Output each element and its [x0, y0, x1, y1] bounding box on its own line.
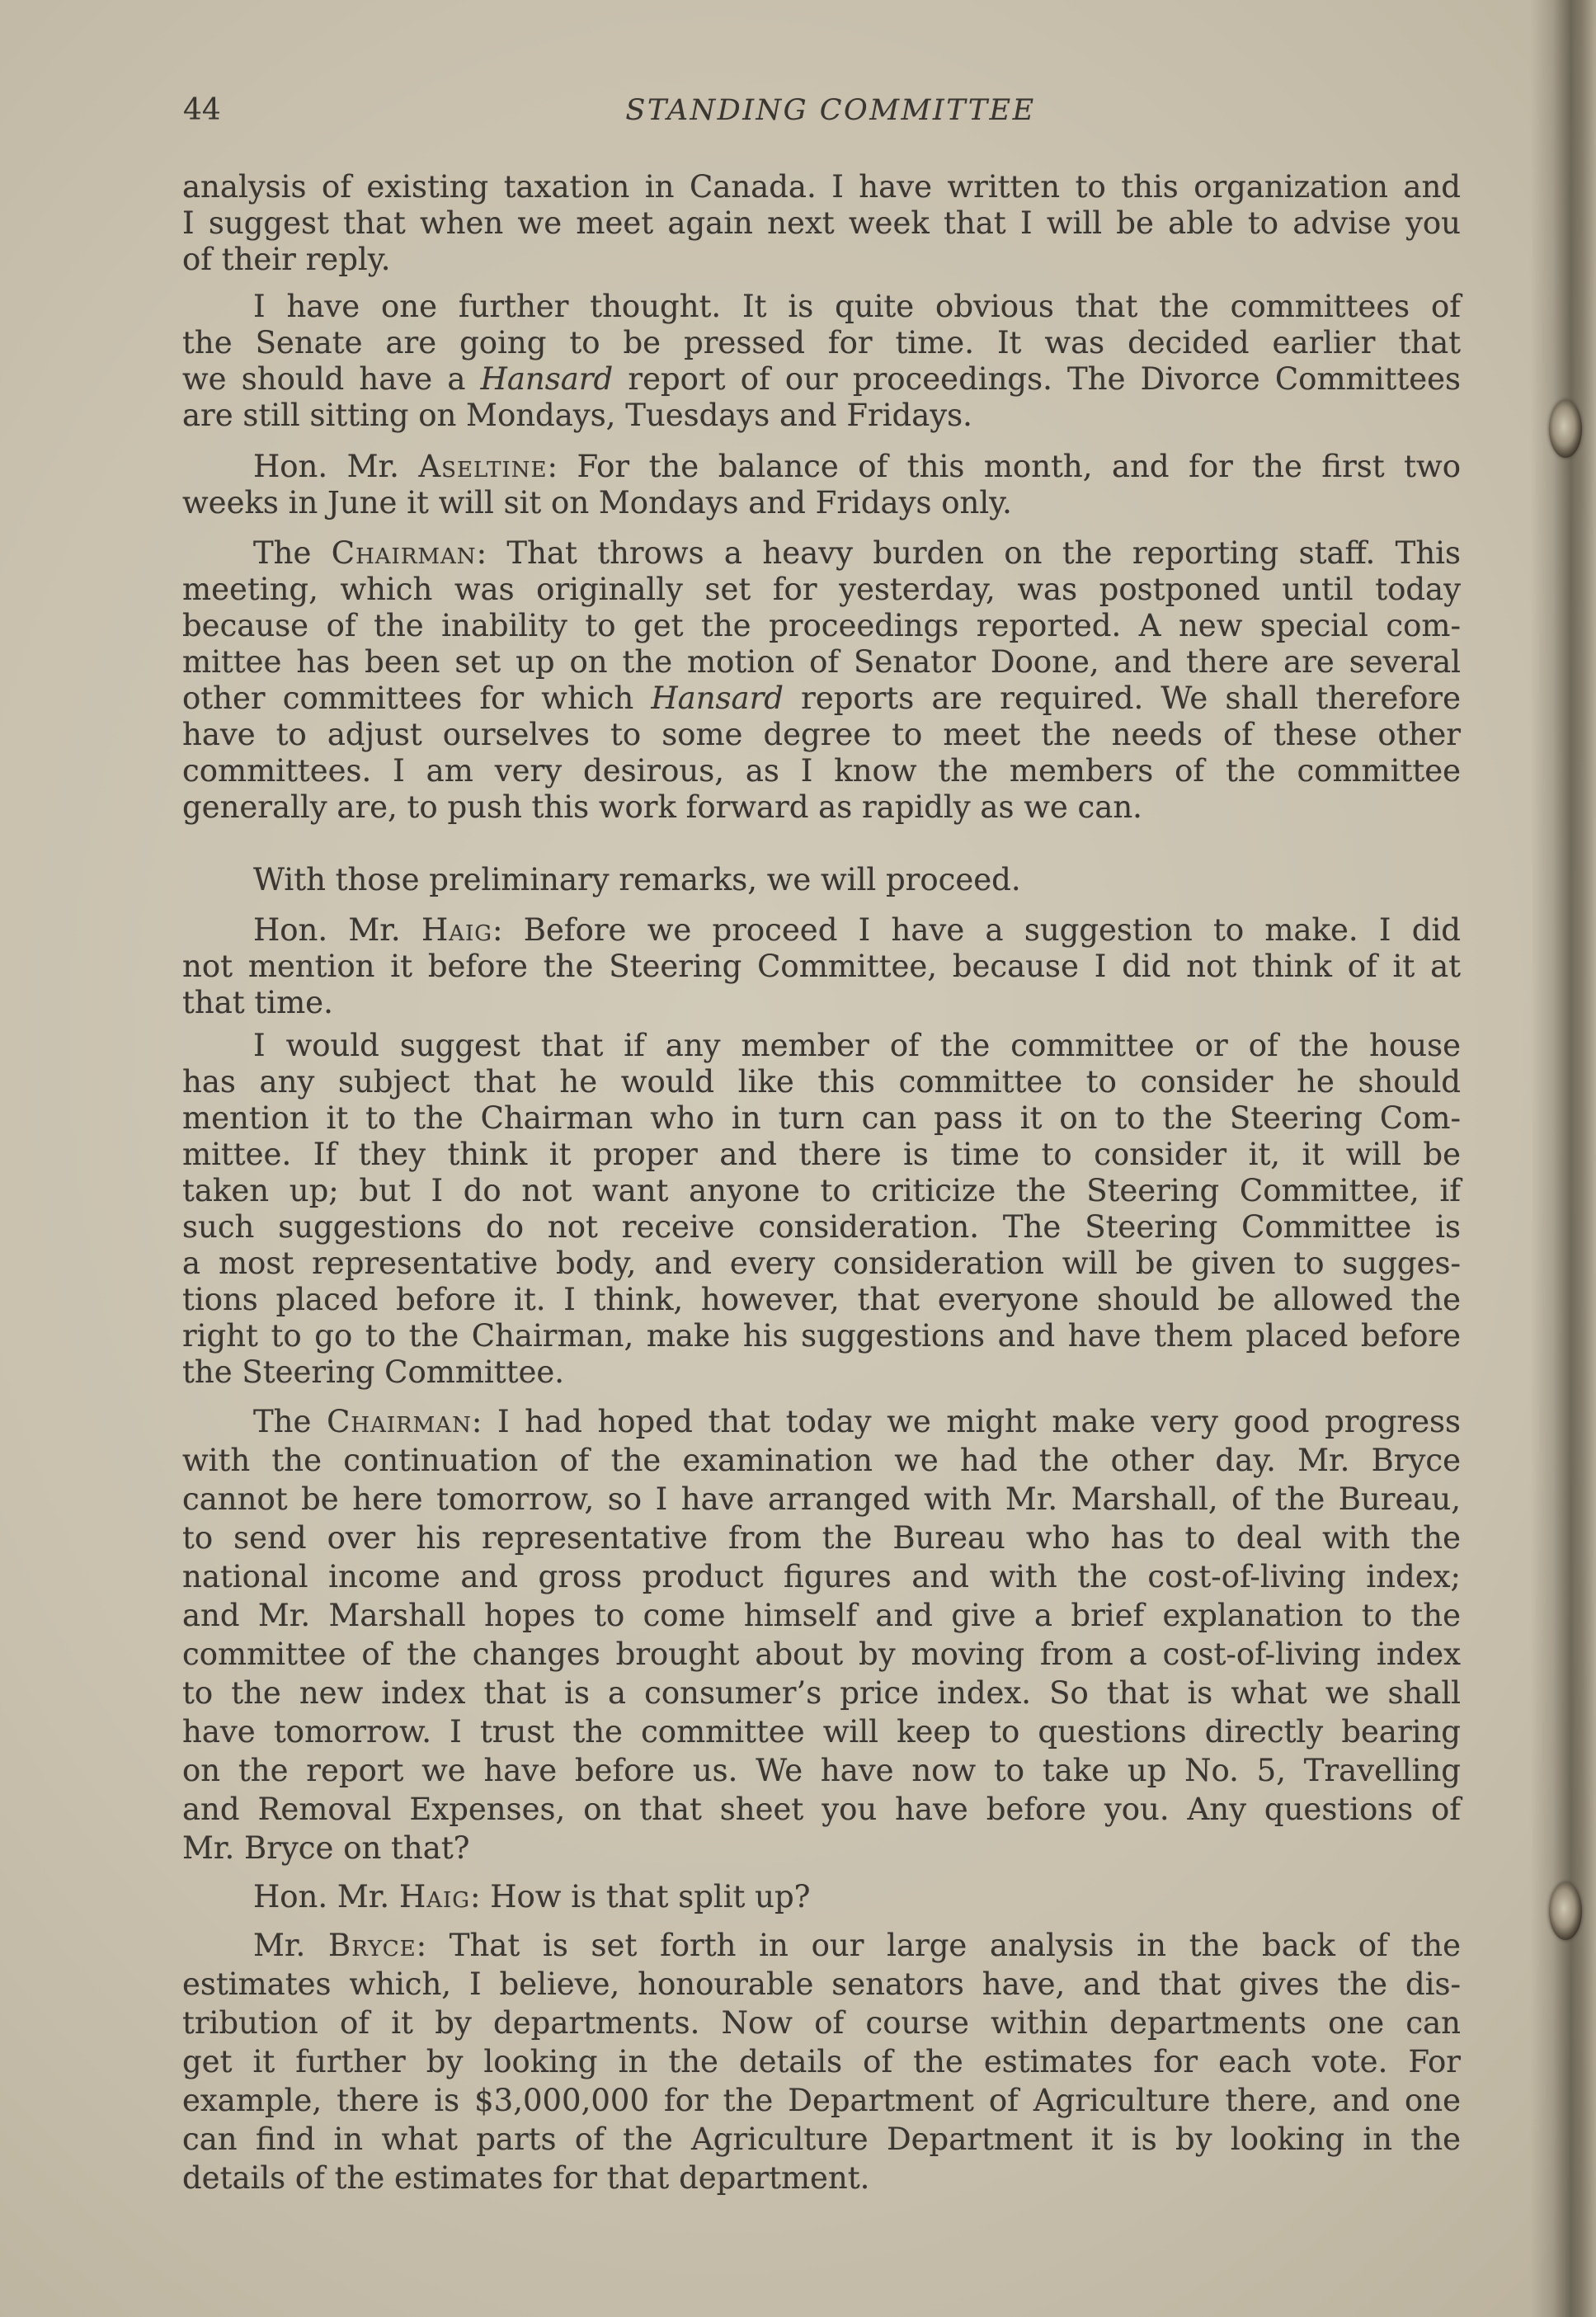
text-run: : That throws a heavy burden on the reporting staff. This — [476, 535, 1462, 571]
text-line — [182, 2004, 1461, 2042]
text-line — [182, 2081, 1461, 2120]
text-line — [182, 325, 1461, 361]
text-line — [182, 169, 1461, 205]
text-run: cannot be here tomorrow, so I have arranged with Mr. Marshall, of the Bureau, — [182, 1481, 1461, 1517]
paragraph — [182, 449, 1461, 521]
text-run: and Mr. Marshall hopes to come himself and give a brief explanation to the — [182, 1598, 1461, 1633]
text-run: mittee has been set up on the motion of Senator Doone, and there are several — [182, 644, 1461, 680]
text-run: national income and gross product figures and with the cost-of-living index; — [182, 1559, 1461, 1594]
binding-hole — [1549, 400, 1582, 458]
text-line — [182, 1877, 1461, 1916]
text-run: mittee. If they think it proper and there is time to consider it, it will be — [182, 1137, 1461, 1172]
text-run: we should have a — [182, 361, 481, 397]
paragraph — [182, 1877, 1461, 1916]
text-line — [182, 361, 1461, 398]
text-run: committee of the changes brought about by moving from a cost-of-living index — [182, 1636, 1461, 1672]
speaker-name: Bryce — [328, 1928, 417, 1963]
text-run: because of the inability to get the proceedings reported. A new special com- — [182, 608, 1461, 643]
text-run: that time. — [182, 985, 333, 1020]
text-line — [182, 644, 1461, 681]
text-line — [182, 1829, 1461, 1867]
text-run: other committees for which — [182, 681, 652, 716]
speaker-name: Haig — [398, 1879, 471, 1914]
text-line — [182, 1282, 1461, 1318]
text-line — [182, 681, 1461, 717]
text-line — [182, 862, 1461, 898]
italic-text: Hansard — [651, 681, 784, 716]
text-line — [182, 1064, 1461, 1100]
text-line — [182, 2159, 1461, 2197]
speaker-name: Aseltine — [418, 449, 548, 484]
text-line — [182, 1790, 1461, 1829]
paragraph — [182, 1926, 1461, 2197]
text-line — [182, 1028, 1461, 1064]
text-line — [182, 205, 1461, 242]
text-line — [182, 1441, 1461, 1480]
running-title: STANDING COMMITTEE — [625, 94, 1036, 127]
text-run: details of the estimates for that department. — [182, 2160, 870, 2196]
text-run: report of our proceedings. The Divorce Committees — [613, 361, 1461, 397]
text-run: generally are, to push this work forward as rapidly as we can. — [182, 789, 1142, 825]
paragraph — [182, 289, 1461, 434]
text-run: have tomorrow. I trust the committee will keep to questions directly bearing — [182, 1714, 1461, 1750]
text-line — [182, 1209, 1461, 1246]
paragraph — [182, 535, 1461, 826]
text-run: are still sitting on Mondays, Tuesdays and Fridays. — [182, 398, 972, 433]
text-run: Hon. Mr. — [253, 912, 421, 948]
text-run: taken up; but I do not want anyone to criticize the Steering Committee, if — [182, 1173, 1461, 1208]
text-run: the Steering Committee. — [182, 1354, 565, 1390]
paragraph — [182, 862, 1461, 898]
text-run: mention it to the Chairman who in turn can pass it on to the Steering Com- — [182, 1100, 1461, 1136]
text-line — [182, 485, 1461, 521]
text-run: example, there is $3,000,000 for the Department of Agriculture there, and one — [182, 2083, 1461, 2118]
text-line — [182, 1712, 1461, 1751]
text-line — [182, 949, 1461, 985]
text-run: : That is set forth in our large analysis in the back of the — [416, 1928, 1462, 1963]
text-line — [182, 1596, 1461, 1635]
text-run: The — [253, 535, 332, 571]
text-run: I would suggest that if any member of the committee or of the house — [253, 1028, 1461, 1063]
text-line — [182, 1354, 1461, 1391]
text-run: such suggestions do not receive consideration. The Steering Committee is — [182, 1209, 1461, 1245]
text-run: of their reply. — [182, 242, 391, 277]
text-line — [182, 1137, 1461, 1173]
text-line — [182, 789, 1461, 826]
text-line — [182, 1318, 1461, 1354]
text-line — [182, 912, 1461, 949]
text-line — [182, 572, 1461, 608]
body-text — [182, 169, 1461, 2197]
paragraph — [182, 912, 1461, 1021]
text-line — [182, 1674, 1461, 1712]
paragraph — [182, 1402, 1461, 1867]
text-line — [182, 1173, 1461, 1209]
text-line — [182, 242, 1461, 278]
text-line — [182, 1635, 1461, 1674]
text-run: with the continuation of the examination we had the other day. Mr. Bryce — [182, 1443, 1461, 1478]
text-run: tions placed before it. I think, however, that everyone should be allowed the — [182, 1282, 1461, 1317]
text-run: right to go to the Chairman, make his suggestions and have them placed before — [182, 1318, 1461, 1354]
text-run: I have one further thought. It is quite obvious that the committees of — [253, 289, 1461, 324]
text-line — [182, 1965, 1461, 2004]
text-line — [182, 1100, 1461, 1137]
text-run: to the new index that is a consumer’s price index. So that is what we shall — [182, 1675, 1461, 1711]
text-run: reports are required. We shall therefore — [783, 681, 1461, 716]
text-run: Hon. Mr. — [253, 449, 419, 484]
text-line — [182, 1480, 1461, 1519]
text-line — [182, 289, 1461, 325]
text-run: a most representative body, and every consideration will be given to sugges- — [182, 1246, 1461, 1281]
paragraph — [182, 169, 1461, 278]
text-run: analysis of existing taxation in Canada. I have written to this organization and — [182, 169, 1461, 205]
paragraph — [182, 1028, 1461, 1391]
text-run: estimates which, I believe, honourable senators have, and that gives the dis- — [182, 1966, 1461, 2002]
text-line — [182, 1246, 1461, 1282]
text-run: Mr. — [253, 1928, 329, 1963]
text-line — [182, 2120, 1461, 2159]
text-line — [182, 1926, 1461, 1965]
text-line — [182, 449, 1461, 485]
page-number: 44 — [183, 93, 221, 127]
text-run: has any subject that he would like this committee to consider he should — [182, 1064, 1461, 1100]
text-run: and Removal Expenses, on that sheet you have before you. Any questions of — [182, 1792, 1461, 1827]
text-run: : For the balance of this month, and for the first two — [547, 449, 1461, 484]
speaker-name: Chairman — [327, 1404, 472, 1439]
text-run: can find in what parts of the Agriculture Department it is by looking in the — [182, 2122, 1461, 2157]
text-line — [182, 985, 1461, 1021]
text-run: meeting, which was originally set for yesterday, was postponed until today — [182, 572, 1461, 607]
text-run: tribution of it by departments. Now of course within departments one can — [182, 2005, 1461, 2041]
text-line — [182, 608, 1461, 644]
text-run: get it further by looking in the details of the estimates for each vote. For — [182, 2044, 1461, 2079]
text-line — [182, 535, 1461, 572]
text-run: committees. I am very desirous, as I know the members of the committee — [182, 753, 1461, 789]
text-run: I suggest that when we meet again next week that I will be able to advise you — [182, 205, 1461, 241]
text-run: With those preliminary remarks, we will proceed. — [253, 862, 1021, 897]
text-line — [182, 2042, 1461, 2081]
text-run: The — [253, 1404, 327, 1439]
text-line — [182, 753, 1461, 789]
italic-text: Hansard — [480, 361, 614, 397]
text-line — [182, 398, 1461, 434]
text-run: to send over his representative from the Bureau who has to deal with the — [182, 1520, 1461, 1556]
text-line — [182, 1402, 1461, 1441]
text-run: not mention it before the Steering Committee, because I did not think of it at — [182, 949, 1461, 984]
text-run: Hon. Mr. — [253, 1879, 399, 1914]
speaker-name: Haig — [421, 912, 493, 948]
text-run: on the report we have before us. We have now to take up No. 5, Travelling — [182, 1753, 1461, 1788]
text-line — [182, 1557, 1461, 1596]
text-run: weeks in June it will sit on Mondays and Fridays only. — [182, 485, 1012, 520]
text-line — [182, 717, 1461, 753]
speaker-name: Chairman — [331, 535, 477, 571]
binding-edge — [1530, 0, 1596, 2317]
text-run: the Senate are going to be pressed for time. It was decided earlier that — [182, 325, 1461, 360]
binding-hole — [1549, 1882, 1582, 1940]
text-run: : How is that split up? — [470, 1879, 811, 1914]
text-line — [182, 1751, 1461, 1790]
text-run: : Before we proceed I have a suggestion to make. I did — [492, 912, 1461, 948]
text-run: : I had hoped that today we might make very good progress — [471, 1404, 1461, 1439]
text-run: have to adjust ourselves to some degree to meet the needs of these other — [182, 717, 1461, 752]
text-line — [182, 1519, 1461, 1557]
text-run: Mr. Bryce on that? — [182, 1830, 470, 1866]
